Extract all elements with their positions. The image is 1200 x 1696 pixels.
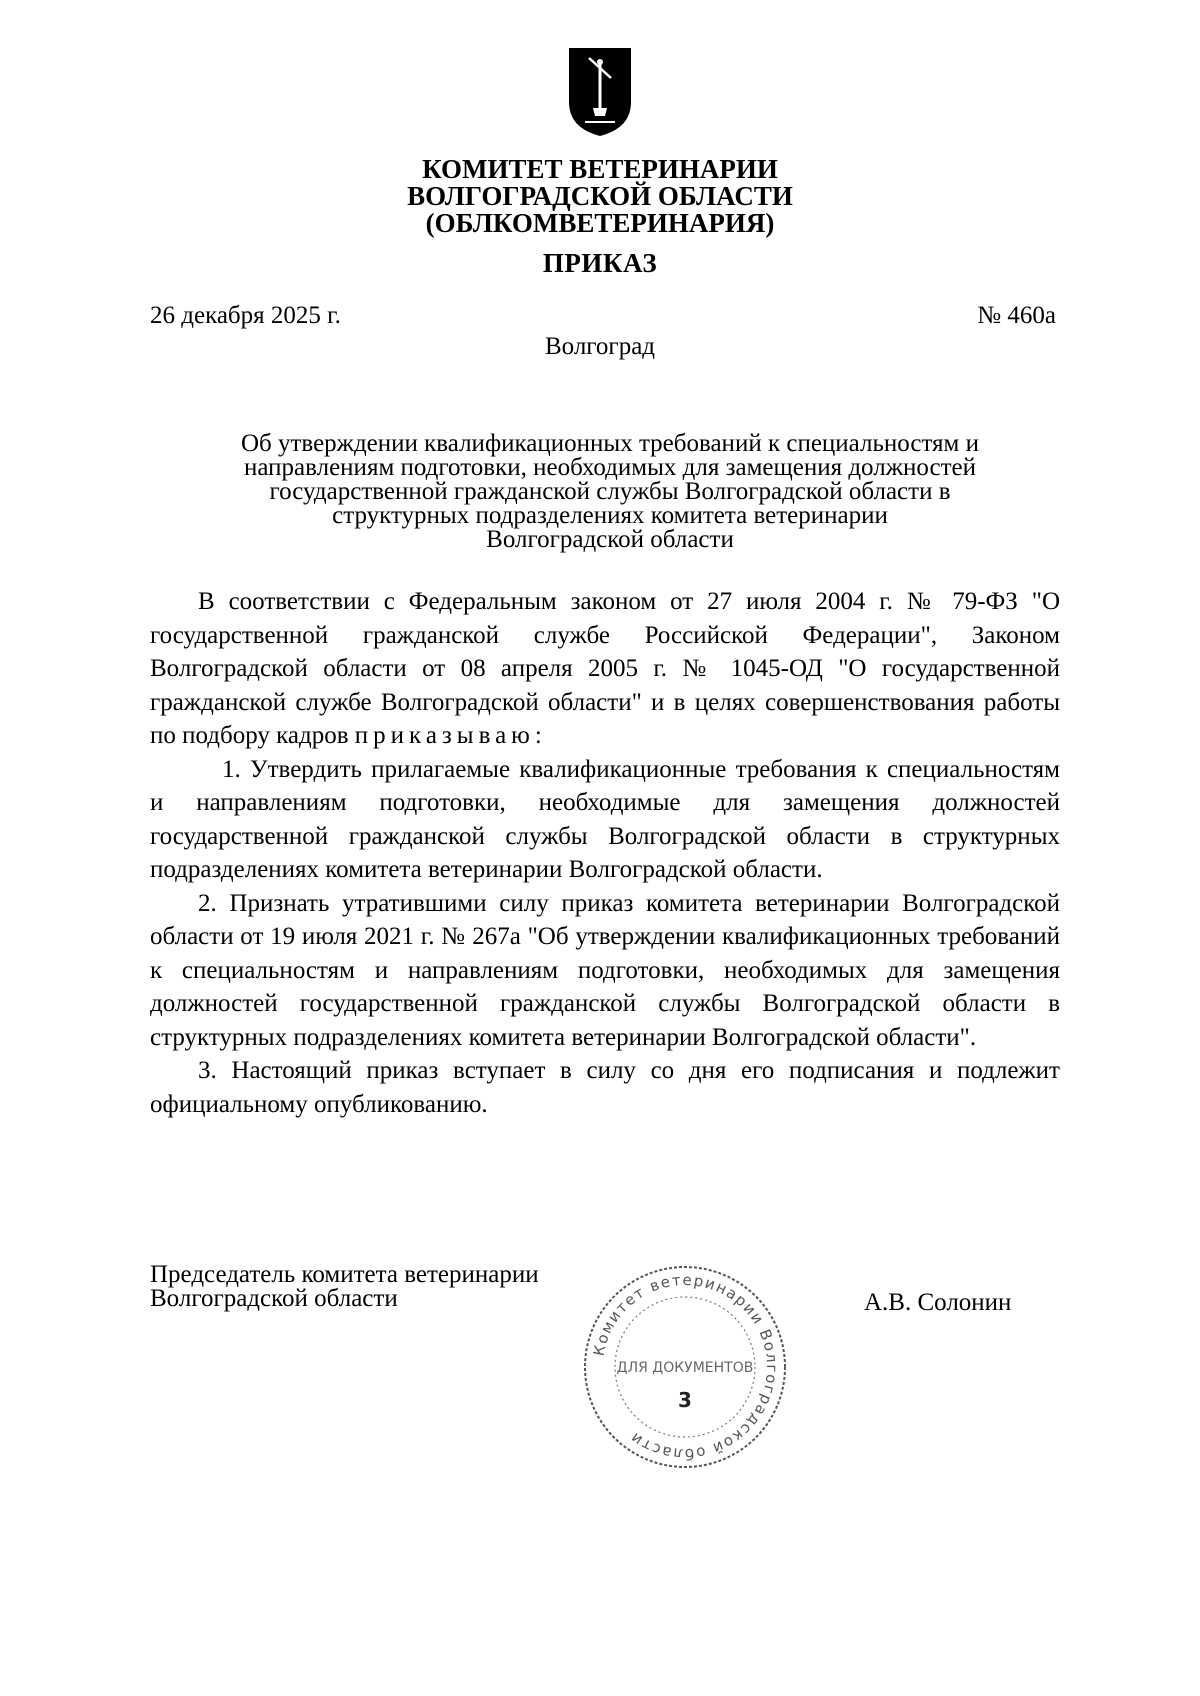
document-city: Волгоград bbox=[544, 333, 656, 360]
document-subject bbox=[150, 432, 1070, 552]
preamble-paragraph bbox=[150, 585, 1060, 753]
org-name-line-2: ВОЛГОГРАДСКОЙ ОБЛАСТИ bbox=[407, 181, 793, 211]
document-date: 26 декабря 2025 г. bbox=[150, 302, 341, 329]
signatory-position-line-1: Председатель комитета ветеринарии bbox=[150, 1261, 539, 1288]
org-name-line-1: КОМИТЕТ ВЕТЕРИНАРИИ bbox=[422, 154, 778, 184]
preamble-text: В соответствии с Федеральным законом от 27 июля 2004 г. № 79-ФЗ "О государственной гражданской службе Российской Федерации", Законом Волгоградской области от 08 апреля 2005 г. № 1045-ОД "О государственной гражданской службе Волгоградской области" и в целях совершенствования работы по подбору кадров bbox=[150, 588, 1060, 749]
signatory-position bbox=[150, 1263, 539, 1311]
signatory-name: А.В. Солонин bbox=[864, 1289, 1012, 1316]
order-item-2: 2. Признать утратившими силу приказ комитета ветеринарии Волгоградской области от 19 июля 2021 г. № 267а "Об утверждении квалификационных требований к специальностям и направлениям подготовки, необходимых для замещения должностей государственной гражданской службы Волгоградской области в структурных подразделениях комитета ветеринарии Волгоградской области". bbox=[150, 889, 1060, 1051]
subject-line: государственной гражданской службы Волгоградской области в bbox=[269, 478, 951, 505]
svg-text:ДЛЯ ДОКУМЕНТОВ: ДЛЯ ДОКУМЕНТОВ bbox=[616, 1360, 754, 1376]
order-item-1: 1. Утвердить прилагаемые квалификационные требования к специальностям и направлениям подготовки, необходимые для замещения должностей государственной гражданской службы Волгоградской области в структурных подразделениях комитета ветеринарии Волгоградской области. bbox=[150, 755, 1060, 883]
document-body bbox=[150, 585, 1060, 1121]
order-item-3: 3. Настоящий приказ вступает в силу со дня его подписания и подлежит официальному опубликованию. bbox=[150, 1057, 1060, 1118]
document-number: № 460а bbox=[977, 302, 1056, 329]
document-type-title: ПРИКАЗ bbox=[542, 248, 658, 278]
order-word: приказываю: bbox=[354, 722, 547, 749]
svg-text:Комитет ветеринарии Волгоградс: Комитет ветеринарии Волгоградской области bbox=[589, 1270, 782, 1464]
signatory-position-line-2: Волгоградской области bbox=[150, 1285, 398, 1312]
org-name-line-3: (ОБЛКОМВЕТЕРИНАРИЯ) bbox=[425, 208, 775, 238]
subject-line: Об утверждении квалификационных требований к специальностям и bbox=[240, 430, 980, 457]
volgograd-coat-of-arms-icon bbox=[565, 44, 635, 140]
round-seal-stamp-icon bbox=[580, 1262, 790, 1472]
subject-line: структурных подразделениях комитета ветеринарии bbox=[332, 502, 888, 529]
subject-line: Волгоградской области bbox=[486, 526, 734, 553]
svg-text:3: 3 bbox=[678, 1388, 692, 1412]
subject-line: направлениям подготовки, необходимых для замещения должностей bbox=[244, 454, 976, 481]
